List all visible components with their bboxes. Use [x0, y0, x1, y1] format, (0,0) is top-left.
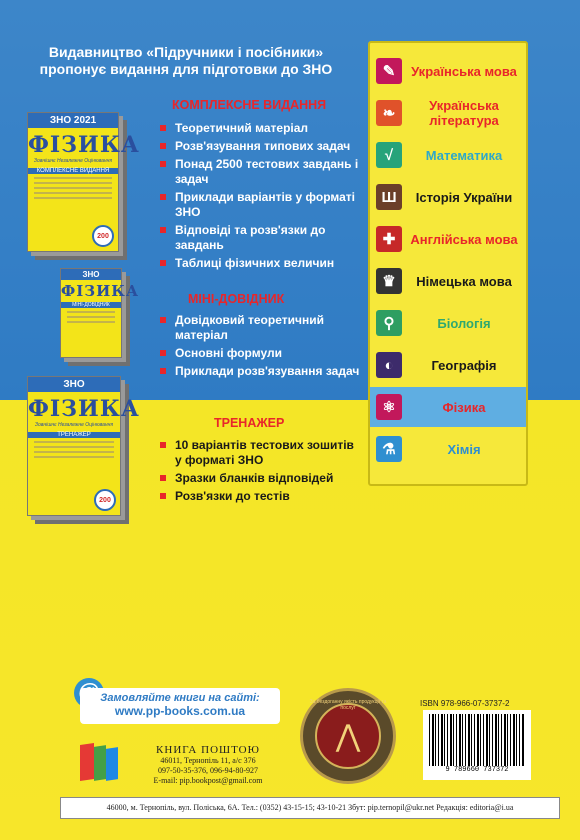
- subject-label: Історія України: [415, 189, 513, 205]
- subject-item[interactable]: [370, 387, 526, 427]
- book-title: ФІЗИКА: [28, 396, 140, 422]
- book-cover-trainer: [27, 376, 140, 516]
- book-zno-label: ЗНО: [61, 269, 121, 280]
- badge-200: 200: [92, 225, 114, 247]
- order-box: [80, 688, 280, 724]
- section-title-complex: КОМПЛЕКСНЕ ВИДАННЯ: [172, 98, 327, 112]
- flask-icon: ⚗: [376, 436, 402, 462]
- mail-phones: 097-50-35-376, 096-94-80-927: [158, 766, 258, 775]
- mail-address: 46011, Тернопіль 11, а/с 376: [160, 756, 256, 765]
- sqrt-icon: √: [376, 142, 402, 168]
- book-title: ФІЗИКА: [61, 282, 140, 300]
- subject-item[interactable]: [370, 261, 526, 301]
- list-item: Розв'язування типових задач: [160, 139, 365, 154]
- book-icon: ❧: [376, 100, 402, 126]
- book-zno-label: ЗНО: [28, 377, 120, 392]
- globe-icon: ◐: [376, 352, 402, 378]
- feature-list-trainer: [160, 438, 360, 507]
- book-band: КОМПЛЕКСНЕ ВИДАННЯ: [28, 168, 118, 174]
- badge-200: 200: [94, 489, 116, 511]
- barcode: [423, 710, 531, 780]
- subject-item[interactable]: [370, 429, 526, 469]
- atom-icon: ⚛: [376, 394, 402, 420]
- subject-item[interactable]: [370, 303, 526, 343]
- barcode-number: 9 789660 737372: [445, 766, 509, 774]
- mail-email: E-mail: pip.bookpost@gmail.com: [153, 776, 263, 785]
- book-subtitle: Зовнішнє Незалежне Оцінювання: [33, 158, 113, 164]
- list-item: Понад 2500 тестових завдань і задач: [160, 157, 365, 187]
- feature-list-mini: [160, 313, 360, 382]
- isbn-label: ISBN 978-966-07-3737-2: [420, 699, 510, 708]
- list-item: Відповіді та розв'язки до завдань: [160, 223, 365, 253]
- subject-item[interactable]: [370, 345, 526, 385]
- subject-item[interactable]: [370, 219, 526, 259]
- quality-seal: [300, 688, 396, 784]
- subject-label: Математика: [425, 147, 503, 163]
- list-item: Таблиці фізичних величин: [160, 256, 365, 271]
- subject-item[interactable]: [370, 177, 526, 217]
- subject-item[interactable]: [370, 135, 526, 175]
- book-cover-mini: [60, 268, 140, 358]
- feature-list-complex: [160, 121, 365, 274]
- section-title-trainer: ТРЕНАЖЕР: [214, 416, 285, 430]
- subject-label: Англійська мова: [410, 231, 518, 247]
- book-zno-label: ЗНО 2021: [28, 113, 118, 128]
- subject-label: Українська мова: [411, 63, 517, 79]
- publisher-line: Видавництво «Підручники і посібники»: [48, 44, 324, 60]
- list-item: 10 варіантів тестових зошитів у форматі ЗНО: [160, 438, 360, 468]
- microscope-icon: ⚲: [376, 310, 402, 336]
- subject-label: Фізика: [442, 399, 486, 415]
- book-cover-complex: [27, 112, 140, 252]
- list-item: Основні формули: [160, 346, 360, 361]
- mail-title: КНИГА ПОШТОЮ: [156, 744, 260, 756]
- book-title: ФІЗИКА: [28, 132, 140, 158]
- list-item: Зразки бланків відповідей: [160, 471, 360, 486]
- website-link[interactable]: www.pp-books.com.ua: [114, 704, 246, 718]
- seal-emblem-icon: ⋀: [315, 703, 381, 769]
- mail-order-block: [128, 744, 288, 786]
- list-item: Приклади варіантів у форматі ЗНО: [160, 190, 365, 220]
- eagle-icon: ♛: [376, 268, 402, 294]
- books-stack-icon: [76, 740, 124, 784]
- list-item: Розв'язки до тестів: [160, 489, 360, 504]
- book-band: МІНІ-ДОВІДНИК: [61, 302, 121, 308]
- list-item: Довідковий теоретичний матеріал: [160, 313, 360, 343]
- footer-address: 46000, м. Тернопіль, вул. Поліська, 6А. Тел.: (0352) 43-15-15; 43-10-21 Збут: pip.ternopil@ukr.net Редакція: editoria@i.ua: [60, 797, 560, 819]
- subject-label: Німецька мова: [416, 273, 512, 289]
- header: [0, 44, 372, 78]
- subject-label: Хімія: [447, 441, 481, 457]
- book-band: ТРЕНАЖЕР: [28, 432, 120, 438]
- seal-text: За бездоганну якість продукції та послуг: [309, 699, 387, 711]
- subject-item[interactable]: [370, 93, 526, 133]
- trident-icon: Ш: [376, 184, 402, 210]
- list-item: Теоретичний матеріал: [160, 121, 365, 136]
- book-subtitle: Зовнішнє Незалежне Оцінювання: [34, 422, 114, 428]
- flag-icon: ✚: [376, 226, 402, 252]
- subject-label: Українська література: [429, 98, 499, 128]
- subject-label: Географія: [431, 357, 497, 373]
- subject-list: [368, 41, 528, 486]
- subject-item[interactable]: [370, 51, 526, 91]
- pen-icon: ✎: [376, 58, 402, 84]
- section-title-mini: МІНІ-ДОВІДНИК: [188, 292, 285, 306]
- list-item: Приклади розв'язування задач: [160, 364, 360, 379]
- subject-label: Біологія: [437, 315, 491, 331]
- offer-line: пропонує видання для підготовки до ЗНО: [39, 61, 333, 77]
- order-text: Замовляйте книги на сайті:: [100, 692, 260, 704]
